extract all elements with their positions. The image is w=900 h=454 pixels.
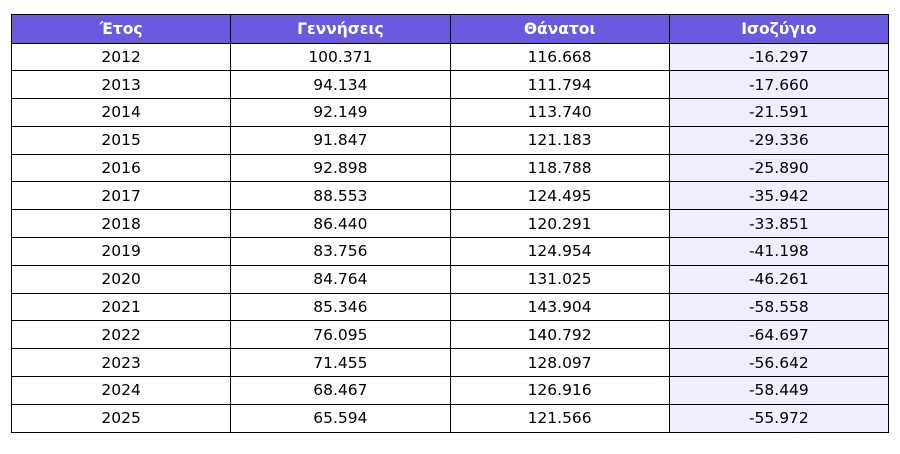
cell-year: 2020 — [12, 265, 231, 293]
table-row — [12, 99, 889, 127]
cell-deaths: 128.097 — [450, 349, 669, 377]
births-deaths-table — [11, 14, 889, 433]
cell-balance: -55.972 — [669, 404, 888, 432]
cell-deaths: 118.788 — [450, 154, 669, 182]
table-row — [12, 71, 889, 99]
cell-balance: -25.890 — [669, 154, 888, 182]
cell-births: 92.149 — [231, 99, 450, 127]
cell-balance: -17.660 — [669, 71, 888, 99]
cell-births: 68.467 — [231, 377, 450, 405]
table-body — [12, 43, 889, 432]
cell-births: 76.095 — [231, 321, 450, 349]
table-row — [12, 154, 889, 182]
table-row — [12, 404, 889, 432]
cell-year: 2021 — [12, 293, 231, 321]
cell-births: 94.134 — [231, 71, 450, 99]
cell-deaths: 131.025 — [450, 265, 669, 293]
cell-births: 85.346 — [231, 293, 450, 321]
cell-deaths: 121.183 — [450, 126, 669, 154]
cell-births: 91.847 — [231, 126, 450, 154]
cell-deaths: 113.740 — [450, 99, 669, 127]
table-row — [12, 349, 889, 377]
cell-year: 2017 — [12, 182, 231, 210]
cell-births: 88.553 — [231, 182, 450, 210]
cell-balance: -41.198 — [669, 238, 888, 266]
cell-year: 2019 — [12, 238, 231, 266]
cell-births: 83.756 — [231, 238, 450, 266]
cell-balance: -16.297 — [669, 43, 888, 71]
cell-year: 2024 — [12, 377, 231, 405]
cell-deaths: 116.668 — [450, 43, 669, 71]
cell-balance: -58.449 — [669, 377, 888, 405]
cell-year: 2023 — [12, 349, 231, 377]
cell-births: 86.440 — [231, 210, 450, 238]
cell-balance: -64.697 — [669, 321, 888, 349]
table-row — [12, 43, 889, 71]
cell-year: 2018 — [12, 210, 231, 238]
cell-deaths: 126.916 — [450, 377, 669, 405]
cell-balance: -56.642 — [669, 349, 888, 377]
header-year: Έτος — [12, 15, 231, 44]
table-row — [12, 182, 889, 210]
cell-deaths: 124.954 — [450, 238, 669, 266]
cell-balance: -29.336 — [669, 126, 888, 154]
table-row — [12, 210, 889, 238]
header-deaths: Θάνατοι — [450, 15, 669, 44]
cell-deaths: 143.904 — [450, 293, 669, 321]
cell-balance: -21.591 — [669, 99, 888, 127]
cell-balance: -46.261 — [669, 265, 888, 293]
cell-births: 84.764 — [231, 265, 450, 293]
table-header-row — [12, 15, 889, 44]
cell-year: 2022 — [12, 321, 231, 349]
cell-year: 2016 — [12, 154, 231, 182]
cell-births: 71.455 — [231, 349, 450, 377]
cell-births: 92.898 — [231, 154, 450, 182]
cell-deaths: 111.794 — [450, 71, 669, 99]
cell-year: 2025 — [12, 404, 231, 432]
cell-deaths: 140.792 — [450, 321, 669, 349]
table-row — [12, 377, 889, 405]
table-row — [12, 321, 889, 349]
cell-year: 2015 — [12, 126, 231, 154]
cell-year: 2014 — [12, 99, 231, 127]
cell-births: 65.594 — [231, 404, 450, 432]
table-row — [12, 126, 889, 154]
cell-deaths: 120.291 — [450, 210, 669, 238]
cell-year: 2013 — [12, 71, 231, 99]
header-balance: Ισοζύγιο — [669, 15, 888, 44]
cell-balance: -58.558 — [669, 293, 888, 321]
cell-deaths: 121.566 — [450, 404, 669, 432]
table-row — [12, 238, 889, 266]
cell-year: 2012 — [12, 43, 231, 71]
cell-balance: -33.851 — [669, 210, 888, 238]
cell-deaths: 124.495 — [450, 182, 669, 210]
cell-balance: -35.942 — [669, 182, 888, 210]
table-row — [12, 265, 889, 293]
cell-births: 100.371 — [231, 43, 450, 71]
header-births: Γεννήσεις — [231, 15, 450, 44]
table-row — [12, 293, 889, 321]
